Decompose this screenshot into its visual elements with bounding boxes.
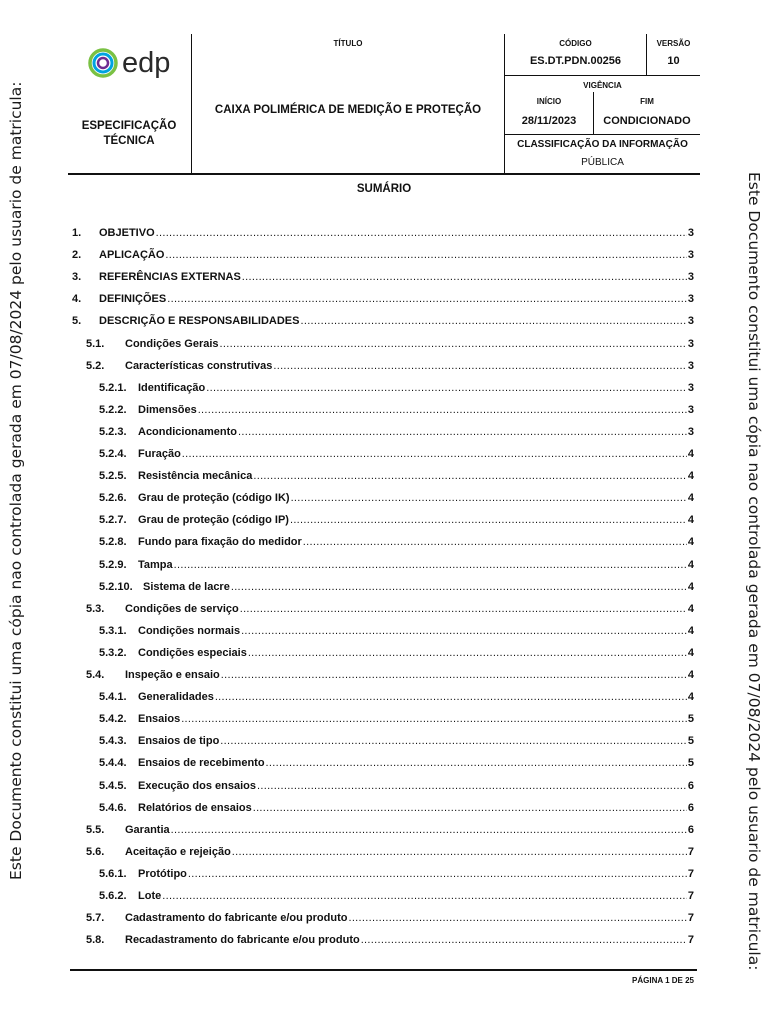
toc-entry[interactable]: [72, 725, 694, 747]
toc-entry-page: 3: [687, 271, 694, 284]
toc-entry[interactable]: [72, 482, 694, 504]
toc-entry[interactable]: [72, 239, 694, 261]
toc-entry-title: Ensaios de tipo: [138, 735, 220, 748]
toc-leader-dots: [240, 603, 687, 615]
toc-entry-title: Ensaios de recebimento: [138, 757, 265, 770]
inicio-label: INÍCIO: [536, 97, 562, 106]
watermark-left: Este Documento constitui uma cópia nao controlada gerada em 07/08/2024 pelo usuario de matricula:: [7, 81, 25, 880]
toc-entry-page: 4: [687, 448, 694, 460]
classificacao-label: CLASSIFICAÇÃO DA INFORMAÇÃO: [517, 139, 688, 150]
toc-entry-page: 3: [687, 425, 694, 438]
toc-leader-dots: [165, 249, 686, 261]
codigo-value: ES.DT.PDN.00256: [529, 55, 622, 67]
toc-entry[interactable]: [72, 416, 694, 438]
toc-entry-title: Dimensões: [138, 403, 197, 416]
toc-entry-page: 5: [687, 757, 694, 770]
toc-leader-dots: [241, 625, 687, 637]
toc-entry-page: 4: [687, 558, 694, 571]
toc-entry-title: APLICAÇÃO: [99, 249, 165, 262]
toc-leader-dots: [253, 470, 687, 482]
toc-leader-dots: [361, 934, 687, 946]
watermark-right: Este Documento constitui uma cópia nao controlada gerada em 07/08/2024 pelo usuario de matricula:: [745, 172, 763, 971]
toc-entry[interactable]: [72, 681, 694, 703]
toc-leader-dots: [303, 536, 687, 548]
toc-entry-number: 5.2.6.: [99, 492, 127, 505]
toc-entry[interactable]: [72, 526, 694, 548]
toc-entry-title: Condições Gerais: [125, 337, 219, 350]
toc-entry-number: 5.4.4.: [99, 757, 127, 770]
toc-entry[interactable]: [72, 394, 694, 416]
toc-entry-number: 5.3.: [86, 602, 105, 615]
spec-label: [68, 119, 190, 149]
toc-entry-number: 1.: [72, 227, 82, 239]
toc-leader-dots: [162, 890, 687, 902]
document-title: CAIXA POLIMÉRICA DE MEDIÇÃO E PROTEÇÃO: [214, 104, 482, 116]
toc-leader-dots: [156, 227, 687, 239]
toc-entry-page: 7: [687, 890, 694, 902]
toc-entry-number: 5.2.10.: [99, 580, 133, 593]
toc-entry-title: Ensaios: [138, 713, 181, 726]
codigo-label: CÓDIGO: [559, 39, 592, 48]
toc-leader-dots: [182, 448, 687, 460]
toc-entry-page: 4: [687, 580, 694, 593]
toc-entry-page: 7: [687, 934, 694, 947]
toc-entry-number: 5.2.1.: [99, 381, 127, 394]
toc-entry-title: Cadastramento do fabricante e/ou produto: [125, 912, 348, 925]
toc-entry-page: 4: [687, 669, 694, 681]
inicio-value: 28/11/2023: [521, 115, 577, 127]
toc-entry-page: 3: [687, 337, 694, 350]
toc-entry[interactable]: [72, 792, 694, 814]
toc-entry[interactable]: [72, 571, 694, 593]
toc-entry-title: DEFINIÇÕES: [99, 293, 167, 306]
toc-entry-title: Grau de proteção (código IK): [138, 492, 290, 505]
toc-entry-number: 4.: [72, 293, 82, 306]
toc-entry[interactable]: [72, 902, 694, 924]
toc-entry-page: 6: [687, 823, 694, 836]
toc-entry[interactable]: [72, 747, 694, 769]
toc-entry[interactable]: [72, 814, 694, 836]
toc-entry-page: 7: [687, 845, 694, 858]
toc-entry-page: 7: [687, 912, 694, 925]
toc-entry-title: Condições especiais: [138, 646, 247, 659]
toc-entry-number: 5.2.9.: [99, 558, 127, 571]
toc-entry-page: 3: [687, 403, 694, 416]
vigencia-label: VIGÊNCIA: [583, 81, 622, 90]
titulo-label: TÍTULO: [333, 39, 363, 48]
toc-entry-title: Condições de serviço: [125, 602, 239, 615]
toc-entry-page: 4: [687, 514, 694, 527]
toc-entry-title: Tampa: [138, 558, 173, 571]
toc-entry-number: 5.6.: [86, 845, 105, 858]
toc-entry[interactable]: [72, 703, 694, 725]
toc-entry[interactable]: [72, 593, 694, 615]
toc-entry[interactable]: [72, 637, 694, 659]
toc-entry-page: 3: [687, 359, 694, 372]
toc-entry[interactable]: [72, 659, 694, 681]
document-header: [68, 34, 700, 175]
toc-entry-number: 5.3.1.: [99, 624, 127, 637]
versao-label: VERSÃO: [656, 39, 691, 48]
toc-entry[interactable]: [72, 504, 694, 526]
toc-entry-page: 3: [687, 249, 694, 262]
toc-entry-number: 5.4.: [86, 669, 105, 681]
toc-entry-number: 3.: [72, 271, 82, 284]
toc-entry-number: 5.6.2.: [99, 890, 127, 902]
toc-entry-number: 5.2.: [86, 359, 105, 372]
toc-entry[interactable]: [72, 460, 694, 482]
toc-entry-page: 3: [687, 381, 694, 394]
toc-leader-dots: [273, 360, 687, 372]
toc-entry-page: 5: [687, 735, 694, 748]
toc-leader-dots: [181, 713, 687, 725]
toc-entry-title: Sistema de lacre: [143, 580, 230, 593]
toc-leader-dots: [171, 824, 687, 836]
toc-entry-page: 3: [687, 315, 694, 328]
toc-entry-number: 5.4.5.: [99, 779, 127, 792]
toc-entry-page: 4: [687, 492, 694, 505]
toc-entry[interactable]: [72, 549, 694, 571]
toc-entry-number: 5.5.: [86, 823, 105, 836]
toc-entry[interactable]: [72, 770, 694, 792]
footer-divider: [70, 969, 697, 971]
toc-entry-title: Lote: [138, 890, 162, 902]
fim-value: CONDICIONADO: [603, 115, 691, 127]
toc-entry[interactable]: [72, 615, 694, 637]
toc-entry-page: 3: [687, 293, 694, 306]
toc-entry-title: Aceitação e rejeição: [125, 845, 231, 858]
toc-entry-number: 5.1.: [86, 337, 105, 350]
edp-logo-icon: [88, 46, 122, 80]
toc-entry-page: 4: [687, 602, 694, 615]
toc-entry-number: 5.3.2.: [99, 646, 127, 659]
toc-leader-dots: [290, 514, 687, 526]
toc-entry-number: 5.2.4.: [99, 448, 127, 460]
toc-entry[interactable]: [72, 858, 694, 880]
toc-entry-title: Protótipo: [138, 867, 187, 880]
toc-entry-title: Garantia: [125, 823, 170, 836]
toc-entry-number: 5.2.2.: [99, 403, 127, 416]
classificacao-value: PÚBLICA: [581, 157, 624, 168]
toc-entry-number: 5.4.2.: [99, 713, 127, 726]
toc-leader-dots: [221, 669, 687, 681]
toc-leader-dots: [300, 315, 686, 327]
toc-leader-dots: [231, 581, 687, 593]
toc-entry-title: Inspeção e ensaio: [125, 669, 220, 681]
toc-entry[interactable]: [72, 350, 694, 372]
toc-entry[interactable]: [72, 924, 694, 946]
toc-entry[interactable]: [72, 261, 694, 283]
toc-leader-dots: [348, 912, 686, 924]
toc-entry-title: Recadastramento do fabricante e/ou produto: [125, 934, 360, 947]
toc-entry-title: Características construtivas: [125, 359, 273, 372]
toc-entry-title: Grau de proteção (código IP): [138, 514, 289, 527]
toc-leader-dots: [253, 802, 687, 814]
toc-entry-title: Relatórios de ensaios: [138, 801, 252, 814]
toc-leader-dots: [220, 338, 687, 350]
toc-leader-dots: [167, 293, 687, 305]
toc-leader-dots: [215, 691, 687, 703]
toc-entry-number: 5.8.: [86, 934, 105, 947]
toc-entry-number: 5.2.7.: [99, 514, 127, 527]
toc-entry-number: 5.6.1.: [99, 867, 127, 880]
toc-entry-page: 6: [687, 801, 694, 814]
toc-entry-page: 4: [687, 646, 694, 659]
toc-entry-page: 4: [687, 470, 694, 483]
toc-entry-title: Furação: [138, 448, 181, 460]
toc-leader-dots: [206, 382, 687, 394]
toc-entry-title: OBJETIVO: [99, 227, 155, 239]
toc-entry[interactable]: [72, 305, 694, 327]
toc-entry-number: 5.: [72, 315, 82, 328]
toc-leader-dots: [188, 868, 687, 880]
toc-entry-number: 2.: [72, 249, 82, 262]
toc-entry-number: 5.4.1.: [99, 691, 127, 704]
toc-leader-dots: [242, 271, 687, 283]
toc-entry-title: Fundo para fixação do medidor: [138, 536, 302, 549]
toc-entry-title: Resistência mecânica: [138, 470, 253, 483]
toc-entry-title: DESCRIÇÃO E RESPONSABILIDADES: [99, 315, 300, 328]
logo-text: edp: [122, 47, 171, 79]
toc-leader-dots: [198, 404, 687, 416]
toc-entry-title: Identificação: [138, 381, 206, 394]
edp-logo: [88, 46, 178, 82]
toc-entry[interactable]: [72, 217, 694, 239]
toc-leader-dots: [220, 735, 687, 747]
toc-entry-title: REFERÊNCIAS EXTERNAS: [99, 271, 241, 284]
spec-line-2: TÉCNICA: [103, 135, 155, 147]
toc-leader-dots: [238, 426, 687, 438]
toc-entry-title: Execução dos ensaios: [138, 779, 256, 792]
toc-entry[interactable]: [72, 328, 694, 350]
toc-entry-page: 4: [687, 624, 694, 637]
fim-label: FIM: [640, 97, 654, 106]
toc-entry-title: Acondicionamento: [138, 425, 238, 438]
toc-leader-dots: [232, 846, 687, 858]
toc-entry-title: Condições normais: [138, 624, 241, 637]
toc-entry-page: 5: [687, 713, 694, 726]
toc-entry[interactable]: [72, 372, 694, 394]
toc-entry-number: 5.2.3.: [99, 425, 127, 438]
toc-entry-number: 5.4.3.: [99, 735, 127, 748]
toc-leader-dots: [266, 757, 687, 769]
spec-line-1: ESPECIFICAÇÃO: [81, 120, 177, 132]
toc-entry-page: 3: [687, 227, 694, 239]
toc-entry-number: 5.2.5.: [99, 470, 127, 483]
toc-entry[interactable]: [72, 438, 694, 460]
versao-value: 10: [667, 55, 680, 67]
toc-entry[interactable]: [72, 836, 694, 858]
toc-leader-dots: [174, 559, 687, 571]
toc-leader-dots: [248, 647, 687, 659]
toc-entry-number: 5.4.6.: [99, 801, 127, 814]
toc-entry-page: 4: [687, 691, 694, 704]
toc-leader-dots: [291, 492, 687, 504]
toc-leader-dots: [257, 780, 687, 792]
toc-entry-page: 7: [687, 867, 694, 880]
toc-entry-page: 6: [687, 779, 694, 792]
toc-entry[interactable]: [72, 283, 694, 305]
toc-entry-number: 5.2.8.: [99, 536, 127, 549]
toc-entry[interactable]: [72, 880, 694, 902]
page-number: PÁGINA 1 DE 25: [632, 976, 694, 985]
toc-entry-page: 4: [687, 536, 694, 549]
toc-entry-title: Generalidades: [138, 691, 214, 704]
summary-title: SUMÁRIO: [356, 183, 412, 195]
toc-entry-number: 5.7.: [86, 912, 105, 925]
